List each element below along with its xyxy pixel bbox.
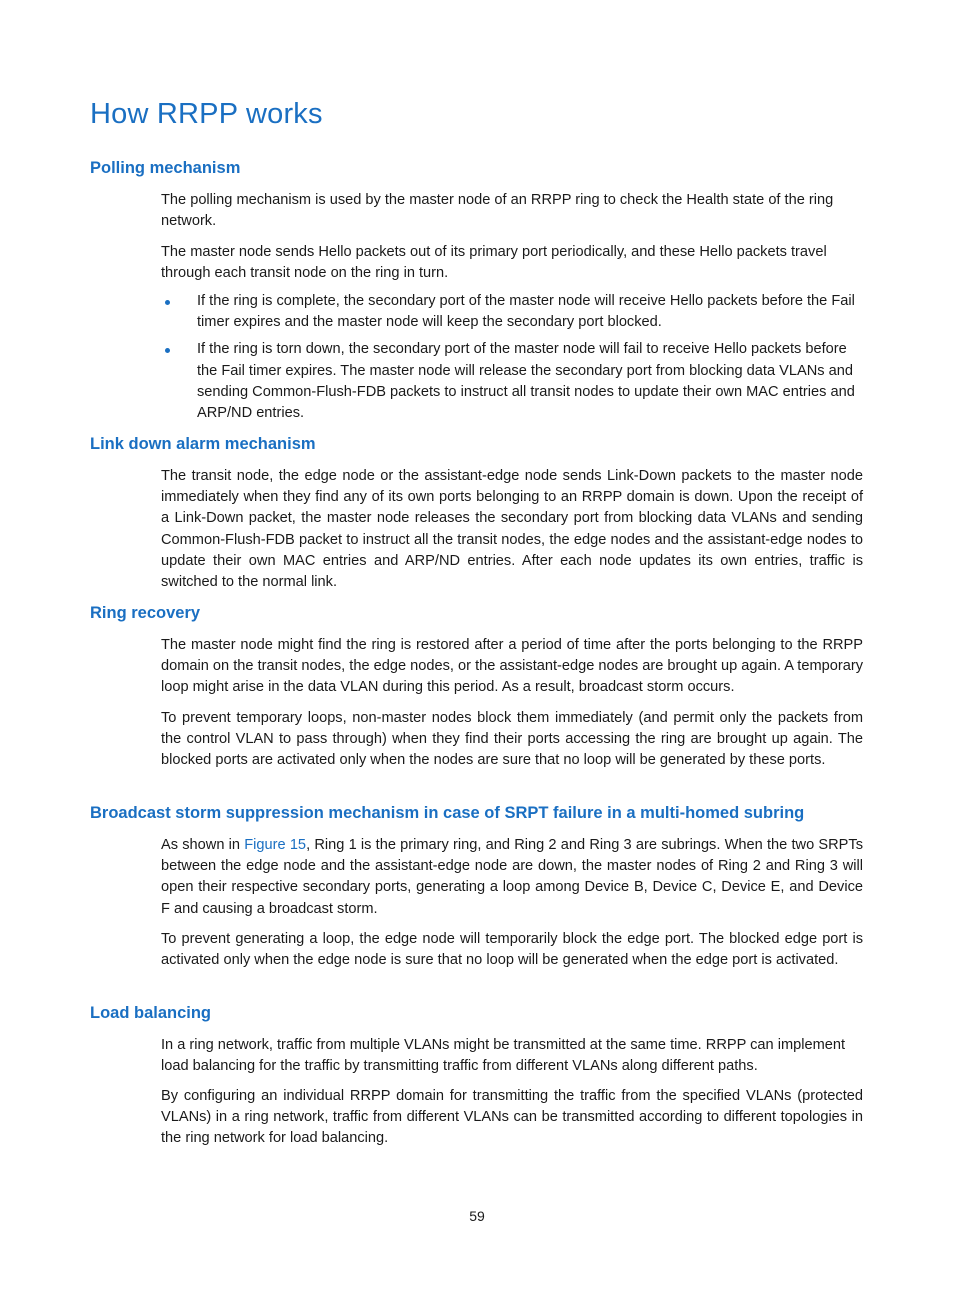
load-balancing-paragraph-1: In a ring network, traffic from multiple VLANs might be transmitted at the same time. RRPP can implement load balancing for the traffic by transmitting traffic from different VLANs along different paths. (161, 1037, 846, 1075)
heading-link-down-alarm: Link down alarm mechanism (90, 435, 316, 453)
list-item (161, 291, 863, 333)
bullet-icon (165, 348, 170, 353)
polling-bullet-list (161, 291, 863, 424)
broadcast-storm-paragraph-2: To prevent generating a loop, the edge node will temporarily block the edge port. The blocked edge port is activated only when the edge node is sure that no loop will be generated when the edge port is activated. (161, 931, 863, 969)
bullet-text: If the ring is torn down, the secondary port of the master node will fail to receive Hello packets before the Fail timer expires. The master node will release the secondary port from blocking data VLANs and sending Common-Flush-FDB packets to instruct all transit nodes to update their own MAC entries and ARP/ND entries. (197, 341, 855, 422)
figure-15-link[interactable]: Figure 15 (244, 837, 307, 853)
heading-ring-recovery: Ring recovery (90, 604, 201, 622)
polling-paragraph-2: The master node sends Hello packets out of its primary port periodically, and these Hello packets travel through each transit node on the ring in turn. (161, 244, 827, 282)
heading-polling-mechanism: Polling mechanism (90, 159, 241, 177)
page-title: How RRPP works (90, 98, 323, 130)
page-number: 59 (469, 1208, 485, 1224)
paragraph-text: , Ring 1 is the primary ring, and Ring 2 and Ring 3 are subrings. When the two SRPTs between the edge node and the assistant-edge node are down, the master nodes of Ring 2 and Ring 3 will open their respective secondary ports, generating a loop among Device B, Device C, Device E, and Device F and causing a broadcast storm. (161, 837, 863, 917)
polling-paragraph-1: The polling mechanism is used by the master node of an RRPP ring to check the Health state of the ring network. (161, 192, 834, 230)
list-item (161, 339, 863, 424)
ring-recovery-paragraph-1: The master node might find the ring is restored after a period of time after the ports belonging to the RRPP domain on the transit nodes, the edge nodes, or the assistant-edge nodes are brought up again. A temporary loop might arise in the data VLAN during this period. As a result, broadcast storm occurs. (161, 637, 863, 696)
link-down-paragraph: The transit node, the edge node or the assistant-edge node sends Link-Down packets to the master node immediately when they find any of its own ports belonging to an RRPP domain is down. Upon the receipt of a Link-Down packet, the master node releases the secondary port from blocking data VLANs and sending Common-Flush-FDB packet to instruct all the transit nodes, the edge nodes and the assistant-edge nodes to update their own MAC entries and ARP/ND entries. After each node updates its own entries, traffic is switched to the normal link. (161, 468, 863, 591)
broadcast-storm-paragraph-1 (161, 835, 863, 920)
load-balancing-paragraph-2: By configuring an individual RRPP domain for transmitting the traffic from the specified VLANs (protected VLANs) in a ring network, traffic from different VLANs can be transmitted according to different topologies in the ring network for load balancing. (161, 1088, 863, 1147)
bullet-icon (165, 300, 170, 305)
paragraph-text: As shown in (161, 837, 245, 853)
bullet-text: If the ring is complete, the secondary port of the master node will receive Hello packets before the Fail timer expires and the master node will keep the secondary port blocked. (197, 293, 855, 331)
ring-recovery-paragraph-2: To prevent temporary loops, non-master nodes block them immediately (and permit only the packets from the control VLAN to pass through) when they find their ports accessing the ring are brought up again. The blocked ports are activated only when the nodes are sure that no loop will be generated by these ports. (161, 710, 863, 769)
heading-load-balancing: Load balancing (90, 1004, 212, 1022)
heading-broadcast-storm-suppression: Broadcast storm suppression mechanism in case of SRPT failure in a multi-homed subring (90, 804, 805, 822)
